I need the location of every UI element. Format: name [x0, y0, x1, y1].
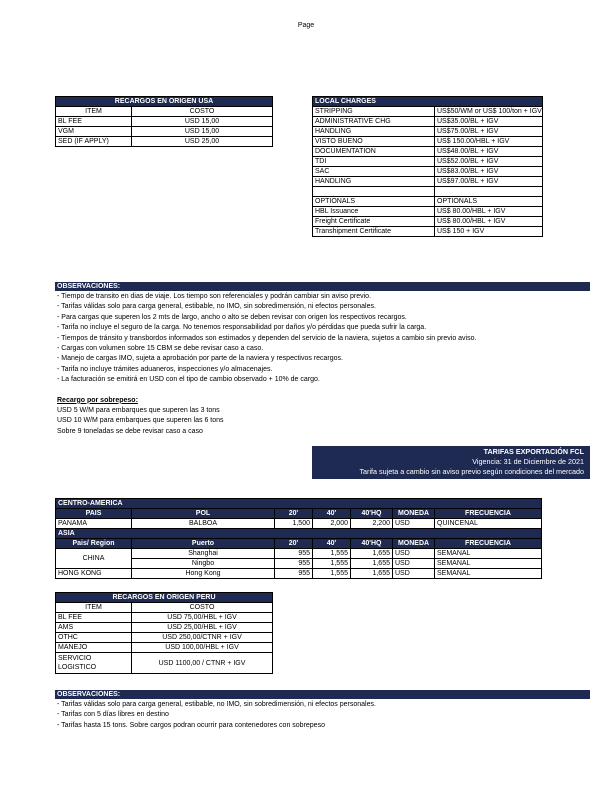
charge-value: US$ 150 + IGV — [435, 227, 543, 237]
rates-table — [55, 498, 542, 579]
charge-value: US$ 80.00/HBL + IGV — [435, 207, 543, 217]
port-cell: BALBOA — [132, 519, 275, 529]
charge-name: HANDLING — [313, 177, 435, 187]
rate-40-cell: 1,555 — [313, 569, 351, 579]
port-cell: Hong Kong — [132, 569, 275, 579]
charge-value: US$75.00/BL + IGV — [435, 127, 543, 137]
observaciones-title: OBSERVACIONES: — [55, 690, 590, 699]
page-header: Page — [297, 22, 315, 29]
observation-line: - Cargas con volumen sobre 15 CBM se debe revisar caso a caso. — [57, 345, 264, 353]
charge-value: US$48.00/BL + IGV — [435, 147, 543, 157]
table-row — [313, 167, 543, 177]
charge-value: US$35.00/BL + IGV — [435, 117, 543, 127]
observation-line: - Tarifa no incluye trámites aduaneros, inspecciones y/o almacenajes. — [57, 365, 273, 373]
table-row — [56, 137, 273, 147]
observaciones-section-2 — [55, 690, 590, 731]
rate-40hq-cell: 1,655 — [351, 569, 393, 579]
column-header: PAIS — [56, 509, 132, 519]
column-header: POL — [132, 509, 275, 519]
servicio-label-line: LOGISTICO — [58, 664, 97, 671]
table-row — [313, 157, 543, 167]
table-row — [56, 643, 273, 653]
currency-cell: USD — [393, 569, 435, 579]
charge-name: ADMINISTRATIVE CHG — [313, 117, 435, 127]
banner-title: TARIFAS EXPORTACIÓN FCL — [312, 447, 590, 457]
currency-cell: USD — [393, 519, 435, 529]
charge-name — [313, 187, 435, 197]
rate-40-cell: 1,555 — [313, 559, 351, 569]
item-cell: VGM — [56, 127, 132, 137]
charge-name: HANDLING — [313, 127, 435, 137]
local-charges-table — [312, 96, 543, 237]
charge-value: US$97.00/BL + IGV — [435, 177, 543, 187]
charge-name: Transhipment Certificate — [313, 227, 435, 237]
table-row — [56, 633, 273, 643]
column-header: Puerto — [132, 539, 275, 549]
table-row — [56, 623, 273, 633]
table-row — [313, 137, 543, 147]
charge-value: US$83.00/BL + IGV — [435, 167, 543, 177]
recargos-usa-title: RECARGOS EN ORIGEN USA — [56, 97, 273, 107]
observation-line: - Tarifas válidas solo para carga general, estibable, no IMO, sin sobredimensión, ni efectos personales. — [57, 701, 376, 708]
table-row — [56, 519, 542, 529]
cost-cell: USD 15,00 — [132, 127, 273, 137]
cost-cell: USD 250,00/CTNR + IGV — [132, 633, 273, 643]
region-central-america: CENTRO-AMERICA — [56, 499, 542, 509]
recargo-line: USD 10 W/M para embarques que superen las 6 tons — [57, 417, 224, 425]
observation-line: - Para cargas que superen los 2 mts de largo, ancho o alto se deben revisar con origen los respectivos recargos. — [57, 313, 407, 321]
cost-cell: USD 75,00/HBL + IGV — [132, 613, 273, 623]
rate-20-cell: 1,500 — [275, 519, 313, 529]
column-header: 40' — [313, 509, 351, 519]
observation-line: - Manejo de cargas IMO, sujeta a aprobación por parte de la naviera y respectivos recargos. — [57, 355, 343, 363]
rate-40hq-cell: 1,655 — [351, 549, 393, 559]
charge-name: SAC — [313, 167, 435, 177]
table-row — [313, 147, 543, 157]
item-cell: MANEJO — [56, 643, 132, 653]
rate-40hq-cell: 1,655 — [351, 559, 393, 569]
charge-value: OPTIONALS — [435, 197, 543, 207]
observation-line: - Tarifas con 5 días libres en destino — [57, 711, 169, 719]
observation-line: - La facturación se emitirá en USD con el tipo de cambio observado + 10% de cargo. — [57, 376, 320, 384]
cost-cell: USD 15,00 — [132, 117, 273, 127]
column-header: FRECUENCIA — [435, 509, 542, 519]
observaciones-section — [55, 282, 590, 437]
rate-20-cell: 955 — [275, 569, 313, 579]
item-cell: OTHC — [56, 633, 132, 643]
charge-name: TDI — [313, 157, 435, 167]
table-row — [313, 207, 543, 217]
charge-value: US$50/WM or US$ 100/ton + IGV — [435, 107, 543, 117]
column-header: COSTO — [132, 603, 273, 613]
currency-cell: USD — [393, 549, 435, 559]
table-row — [56, 127, 273, 137]
column-header: COSTO — [132, 107, 273, 117]
item-cell: AMS — [56, 623, 132, 633]
table-row — [313, 187, 543, 197]
column-header: 40'HQ — [351, 509, 393, 519]
recargo-line: Sobre 9 toneladas se debe revisar caso a caso — [57, 427, 203, 435]
frequency-cell: QUINCENAL — [435, 519, 542, 529]
port-cell: Shanghai — [132, 549, 275, 559]
column-header: MONEDA — [393, 539, 435, 549]
column-header: ITEM — [56, 603, 132, 613]
charge-name: STRIPPING — [313, 107, 435, 117]
country-cell: HONG KONG — [56, 569, 132, 579]
rate-40hq-cell: 2,200 — [351, 519, 393, 529]
table-row — [313, 177, 543, 187]
recargos-peru-title: RECARGOS EN ORIGEN PERU — [56, 593, 273, 603]
observation-line: - Tiempo de transito en dias de viaje. Los tiempo son referenciales y podrán cambiar sin aviso previo. — [57, 293, 371, 300]
charge-value: US$ 80.00/HBL + IGV — [435, 217, 543, 227]
charge-name: VISTO BUENO — [313, 137, 435, 147]
port-cell: Ningbo — [132, 559, 275, 569]
table-row — [56, 117, 273, 127]
charge-name: HBL Issuance — [313, 207, 435, 217]
cost-cell: USD 25,00/HBL + IGV — [132, 623, 273, 633]
currency-cell: USD — [393, 559, 435, 569]
observation-line: - Tarifas válidas solo para carga general, estibable, no IMO, sin sobredimensión, ni efectos personales. — [57, 303, 376, 311]
charge-name: Freight Certificate — [313, 217, 435, 227]
column-header: 20' — [275, 539, 313, 549]
cost-cell: USD 100,00/HBL + IGV — [132, 643, 273, 653]
recargos-peru-table — [55, 592, 273, 674]
local-charges-title: LOCAL CHARGES — [313, 97, 543, 107]
observation-line: - Tarifa no incluye el seguro de la carga. No tenemos responsabilidad por daños y/o pérdidas que pueda sufrir la carga. — [57, 324, 427, 332]
column-header: MONEDA — [393, 509, 435, 519]
column-header: FRECUENCIA — [435, 539, 542, 549]
charge-value: US$ 150.00/HBL + IGV — [435, 137, 543, 147]
item-cell — [56, 653, 132, 674]
column-header: Pais/ Region — [56, 539, 132, 549]
rate-40-cell: 2,000 — [313, 519, 351, 529]
table-row — [313, 117, 543, 127]
charge-value: US$52.00/BL + IGV — [435, 157, 543, 167]
column-header: ITEM — [56, 107, 132, 117]
cost-cell: USD 25,00 — [132, 137, 273, 147]
observation-line: - Tarifas hasta 15 tons. Sobre cargos podran ocurrir para contenedores con sobrepeso — [57, 721, 325, 729]
rate-40-cell: 1,555 — [313, 549, 351, 559]
item-cell: BL FEE — [56, 613, 132, 623]
cost-cell: USD 1100,00 / CTNR + IGV — [132, 653, 273, 674]
observation-line: - Tiempos de tránsito y transbordos informados son estimados y dependen del servicio de la naviera, sujetos a cambio sin previo aviso. — [57, 334, 477, 342]
servicio-label-line: SERVICIO — [58, 655, 92, 662]
rate-20-cell: 955 — [275, 559, 313, 569]
column-header: 40'HQ — [351, 539, 393, 549]
recargo-title: Recargo por sobrepeso: — [57, 396, 138, 404]
region-asia: ASIA — [56, 529, 542, 539]
charge-value — [435, 187, 543, 197]
table-row — [56, 613, 273, 623]
table-row — [56, 653, 273, 674]
table-row — [313, 127, 543, 137]
charge-name: DOCUMENTATION — [313, 147, 435, 157]
tarifas-banner — [312, 446, 590, 479]
item-cell: BL FEE — [56, 117, 132, 127]
frequency-cell: SEMANAL — [435, 559, 542, 569]
table-row — [313, 227, 543, 237]
recargo-line: USD 5 W/M para embarques que superen las 3 tons — [57, 407, 220, 415]
observaciones-title: OBSERVACIONES: — [55, 282, 590, 291]
table-row — [313, 197, 543, 207]
table-row — [313, 107, 543, 117]
rate-20-cell: 955 — [275, 549, 313, 559]
charge-name: OPTIONALS — [313, 197, 435, 207]
country-cell: PANAMA — [56, 519, 132, 529]
column-header: 20' — [275, 509, 313, 519]
table-row — [56, 549, 542, 559]
frequency-cell: SEMANAL — [435, 569, 542, 579]
table-row — [313, 217, 543, 227]
column-header: 40' — [313, 539, 351, 549]
table-row — [56, 569, 542, 579]
item-cell: SED (IF APPLY) — [56, 137, 132, 147]
country-cell: CHINA — [56, 549, 132, 569]
banner-nota: Tarifa sujeta a cambio sin aviso previo según condiciones del mercado — [312, 467, 590, 477]
recargos-usa-table — [55, 96, 273, 147]
frequency-cell: SEMANAL — [435, 549, 542, 559]
banner-vigencia: Vigencia: 31 de Diciembre de 2021 — [312, 457, 590, 467]
